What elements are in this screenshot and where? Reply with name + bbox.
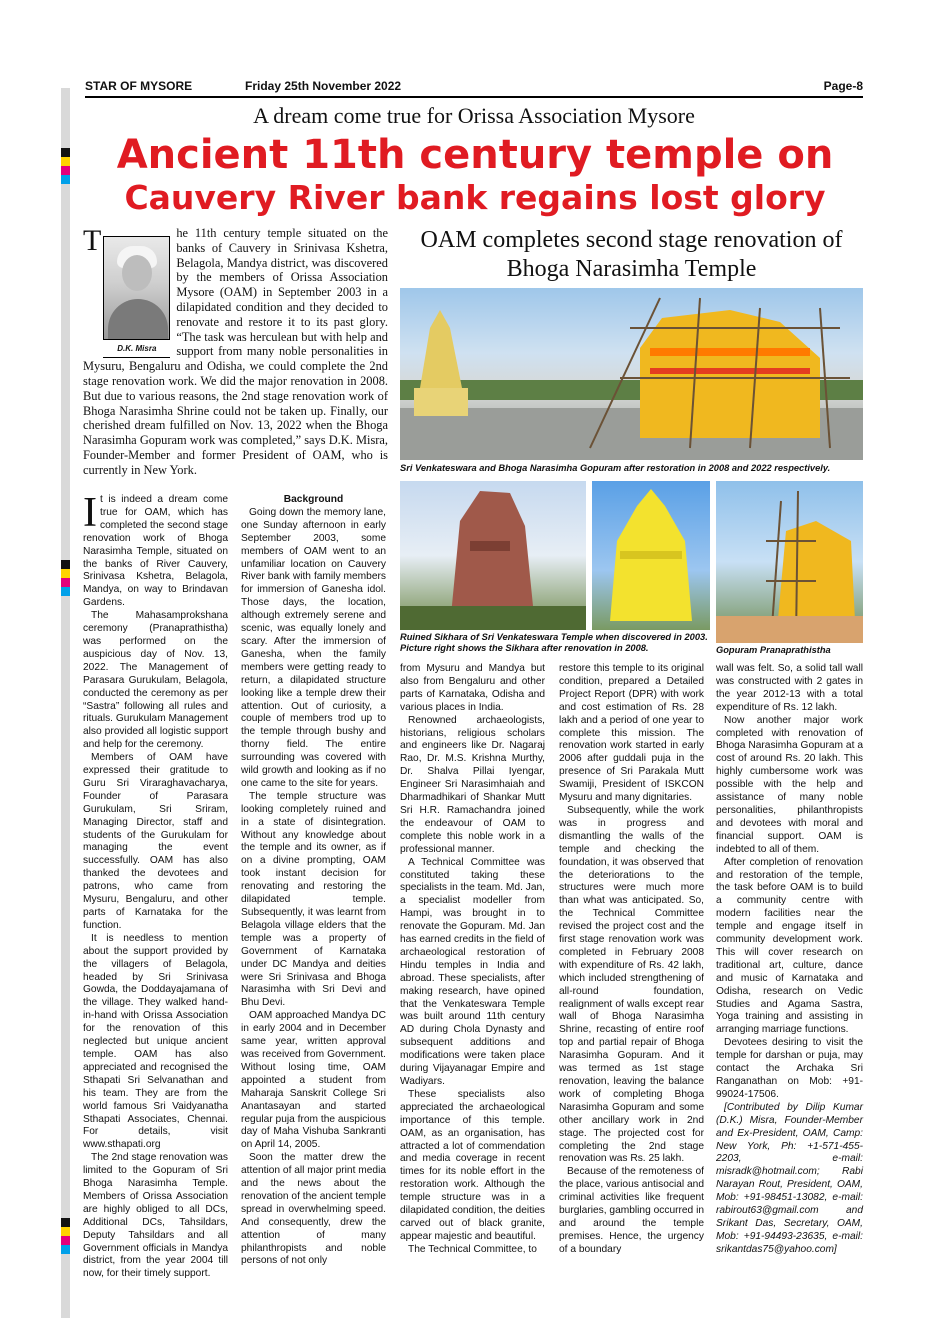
body-paragraph: The Technical Committee, to <box>408 1243 537 1255</box>
registration-swatch <box>61 1236 70 1245</box>
registration-swatch <box>61 560 70 569</box>
body-paragraph: OAM approached Mandya DC in early 2004 and in December same year, written approval was received from Government. Without losing time, OAM appointed a student from Maharaja Sanskrit College Sri Anantasayan and started regular puja from the auspicious day of Maha Vishuba Sankranti on April 14, 2005. <box>241 1010 386 1151</box>
page-number: Page-8 <box>823 79 863 93</box>
page-header <box>85 79 863 95</box>
portrait-caption: D.K. Misra <box>103 342 170 358</box>
registration-swatch <box>61 1245 70 1254</box>
kicker: A dream come true for Orissa Association Mysore <box>253 103 695 128</box>
body-column-4 <box>559 663 704 1257</box>
registration-swatch <box>61 1227 70 1236</box>
body-paragraph: The temple structure was looking completely ruined and in a state of disintegration. Without any knowledge about the temple and its owner, as if on a divine prompting, OAM took instant decision for renovating and restoring the dilapidated temple. Subsequently, it was learnt from Belagola village elders that the temple was a property of Government of Karnataka under DC Mandya and deities were Sri Srinivasa and Bhoga Narasimha with Sri Devi and Bhu Devi. <box>241 790 386 1009</box>
deck: OAM completes second stage renovation of Bhoga Narasimha Temple <box>420 227 843 282</box>
restored-sikhara-photo <box>592 481 710 630</box>
body-paragraph: A Technical Committee was constituted taking these specialists in the team. Md. Jan, a specialist modeller from Hampi, was brought in to renovate the Gopuram. Md. Jan has earned credits in the field of archaeological restoration of Hindu temples in India and abroad. These specialists, after making research, have opined that the Venkateswara Temple was built around 11th century AD during Chola Dynasty and subsequent additions and modifications were taken place during Vijayanagar Empire and Wadiyars. <box>400 856 545 1087</box>
body-paragraph: Going down the memory lane, one Sunday afternoon in early September 2003, some members of OAM went to an unfamiliar location on Cauvery River bank with family members for immersion of Ganesha idol. Those days, the location, although extremely serene and scenic, was equally lonely and scary. After the immersion of Ganesha, when the family members were getting ready to return, a dilapidated structure looking like a temple drew their attention. Out of curiosity, a couple of members trod up to the temple through bushy and thorny field. The entire surrounding was covered with wild growth and looking as if no one came to the site for years. <box>241 506 386 789</box>
top-temple-photo <box>400 288 863 460</box>
registration-swatch <box>61 578 70 587</box>
body-column-3 <box>400 663 545 1257</box>
ruined-sikhara-art <box>400 481 586 630</box>
ruined-sikhara-photo <box>400 481 586 630</box>
body-paragraph: After completion of renovation and restoration of the temple, the task before OAM is to build a community centre with modern facilities near the temple and engage itself in community development work. This will cover research on traditional art, culture, dance and music of Karnataka and Odisha, research on Vedic Studies and Agama Sastra, Yoga training and assisting in arranging marriage functions. <box>716 856 863 1036</box>
body-paragraph: t is indeed a dream come true for OAM, which has completed the second stage renovation work of Bhoga Narasimha Temple, situated on the banks of River Cauvery, Srinivasa Kshetra, Belagola, Mandya, on way to Brindavan Gardens. <box>83 494 228 609</box>
intro-paragraph <box>83 226 388 478</box>
top-photo-caption: Sri Venkateswara and Bhoga Narasimha Gopuram after restoration in 2008 and 2022 respectively. <box>400 463 831 473</box>
body-paragraph: Devotees desiring to visit the temple for darshan or puja, may contact the Archaka Sri Ranganathan on Mob: +91-99024-17506. <box>716 1037 863 1100</box>
body-paragraph: Subsequently, while the work was in progress and dismantling the walls of the temple and checking the foundation, it was observed that the deteriorations to the structures were much more than what was anticipated. So, the Technical Committee revised the project cost and the first stage renovation work was completed in February 2008 with expenditure of Rs. 42 lakh, which included strengthening of all-round foundation, realignment of walls except rear wall of Bhoga Narasimha Shrine, recasting of entire roof top and partial repair of Bhoga Narasimha Gopuram. And it was termed as 1st stage renovation, leaving the balance work of completing Bhoga Narasimha Gopuram and some other ancillary work in 2nd stage. The projected cost for completing the 2nd stage renovation was Rs. 25 lakh. <box>559 804 704 1165</box>
author-portrait <box>103 236 170 354</box>
body-dropcap: I <box>83 490 97 536</box>
registration-swatch <box>61 587 70 596</box>
body-paragraph: wall was felt. So, a solid tall wall was constructed with 2 gates in the year 2012-13 with a total expenditure of Rs. 12 lakh. <box>716 663 863 713</box>
restored-sikhara-art <box>592 481 710 630</box>
body-paragraph: The Mahasamprokshana ceremony (Pranaprathistha) was performed on the auspicious day of Nov. 13, 2022. The Management of Parasara Gurukulam, Belagola, conducted the ceremony as per “Sastra” following all rules and rituals. Gurukulam Management also provided all logistic support and help for the ceremony. <box>83 610 228 751</box>
registration-swatch <box>61 166 70 175</box>
header-rule <box>85 96 863 98</box>
headline-line-1: Ancient 11th century temple on <box>116 132 834 178</box>
sikhara-photos-caption: Ruined Sikhara of Sri Venkateswara Temple when discovered in 2003. Picture right shows the Sikhara after renovation in 2008. <box>400 632 708 653</box>
section-heading-background: Background <box>283 494 344 505</box>
intro-text: he 11th century temple situated on the banks of Cauvery in Srinivasa Kshetra, Belagola, Mandya district, was discovered by the members of Orissa Association Mysore (OAM) in September 2003 in a dilapidated condition and they decided to renovate and restore it to its past glory. “The task was herculean but with help and support from many noble personalities in Mysuru, Bengaluru and Odisha, we could complete the 2nd stage renovation work. We did the major renovation in 2008. But due to various reasons, the 2nd stage renovation work of Bhoga Narasimha Shrine could not be taken up. Finally, our cherished dream fulfilled on Nov. 13, 2022 when the Bhoga Narasimha Gopuram work was completed,” says D.K. Misra, Founder-Member and former President of OAM, who is currently in New York. <box>83 226 388 477</box>
intro-dropcap: T <box>83 224 102 257</box>
body-paragraph: restore this temple to its original condition, prepared a Detailed Project Report (DPR) with work and cost estimation of Rs. 28 lakh and a period of one year to complete this mission. The renovation work started in early 2006 after guddali puja in the presence of Sri Parakala Mutt Swamiji, President of ISKCON Mysuru and many dignitaries. <box>559 663 704 804</box>
registration-swatch <box>61 569 70 578</box>
body-column-2 <box>241 494 386 1268</box>
body-paragraph: Renowned archaeologists, historians, religious scholars and engineers like Dr. Nagaraj Rao, Dr. M.S. Krishna Murthy, Dr. Shalva Pillai Iyengar, Engineer Sri Narasimhaiah and Dharmadhikari of Shankar Mutt Sri H.R. Ramachandra joined the endeavour of OAM to complete this noble work in a professional manner. <box>400 714 545 855</box>
body-paragraph: Because of the remoteness of the place, various antisocial and criminal activities like frequent burglaries, gambling occurred in and around the temple premises. Hence, the urgency of a boundary <box>559 1166 704 1255</box>
paper-name: STAR OF MYSORE <box>85 79 193 93</box>
registration-strip <box>61 88 70 1318</box>
body-paragraph: The 2nd stage renovation was limited to the Gopuram of Sri Bhoga Narasimha Temple. Members of Orissa Association are highly obliged to all DCs, Additional DCs, Tahsildars, Deputy Tahsildars and all Government officials in Mandya district, from the year 2004 till now, for their timely support. <box>83 1152 228 1280</box>
portrait-photo <box>103 236 170 340</box>
gopuram-art <box>716 481 863 643</box>
body-paragraph: from Mysuru and Mandya but also from Bengaluru and other parts of Karnataka, Odisha and various places in India. <box>400 663 545 713</box>
gopuram-pranaprathistha-photo <box>716 481 863 643</box>
body-column-5 <box>716 663 863 1257</box>
registration-swatch <box>61 175 70 184</box>
top-photo-art <box>400 288 863 460</box>
issue-date: Friday 25th November 2022 <box>245 79 402 93</box>
contributor-credit: [Contributed by Dilip Kumar (D.K.) Misra, Founder-Member and Ex-President, OAM, Camp: New York, Ph: +1-571-455-2203, e-mail: misradk@hotmail.com; Rabi Narayan Rout, President, OAM, Mob: +91-98451-13082, e-mail: rabirout63@gmail.com and Srikant Das, Secretary, OAM, Mob: +91-94493-23635, e-mail: srikantdas75@yahoo.com] <box>716 1101 863 1255</box>
registration-swatch <box>61 157 70 166</box>
body-paragraph: These specialists also appreciated the archaeological importance of this temple. OAM, as an organisation, has attracted a lot of commendation and media coverage in recent times for its noble effort in the restoration work. Although the temple structure was in a dilapidated condition, the deities carved out of black granite, appear majestic and beautiful. <box>400 1088 545 1242</box>
body-column-1 <box>83 490 228 1281</box>
body-paragraph: It is needless to mention about the support provided by the villagers of Belagola, headed by Sri Srinivasa Gowda, the Doddayajamana of the village. They walked hand-in-hand with Orissa Association for the renovation of this neglected but unique ancient temple. OAM has also appreciated and recognised the Sthapati Sri Selvanathan and his team. They are from the world famous Sri Vaidyanatha Sthapati Associates, Chennai. For details, visit www.sthapati.org <box>83 932 228 1151</box>
headline-line-2: Cauvery River bank regains lost glory <box>124 178 826 217</box>
body-paragraph: Soon the matter drew the attention of all major print media and the news about the renovation of the ancient temple spread in overwhelming speed. And consequently, drew the attention of many philanthropists and noble persons of not only <box>241 1152 386 1267</box>
gopuram-photo-caption: Gopuram Pranaprathistha <box>716 645 831 655</box>
registration-swatch <box>61 1218 70 1227</box>
registration-swatch <box>61 148 70 157</box>
body-paragraph: Now another major work completed with renovation of Bhoga Narasimha Gopuram at a cost of around Rs. 20 lakh. This highly cumbersome work was possible with the help and assistance of many noble personalities, philanthropists and devotees with moral and financial support. OAM is indebted to all of them. <box>716 714 863 855</box>
body-paragraph: Members of OAM have expressed their gratitude to Guru Sri Viraraghavacharya, Founder of Parasara Gurukulam, Sri Sriram, Managing Director, staff and students of the Gurukulam for managing the event successfully. OAM has also thanked the devotees and patrons, who came from Mysuru, Bengaluru, and other parts of Karnataka for the function. <box>83 752 228 931</box>
